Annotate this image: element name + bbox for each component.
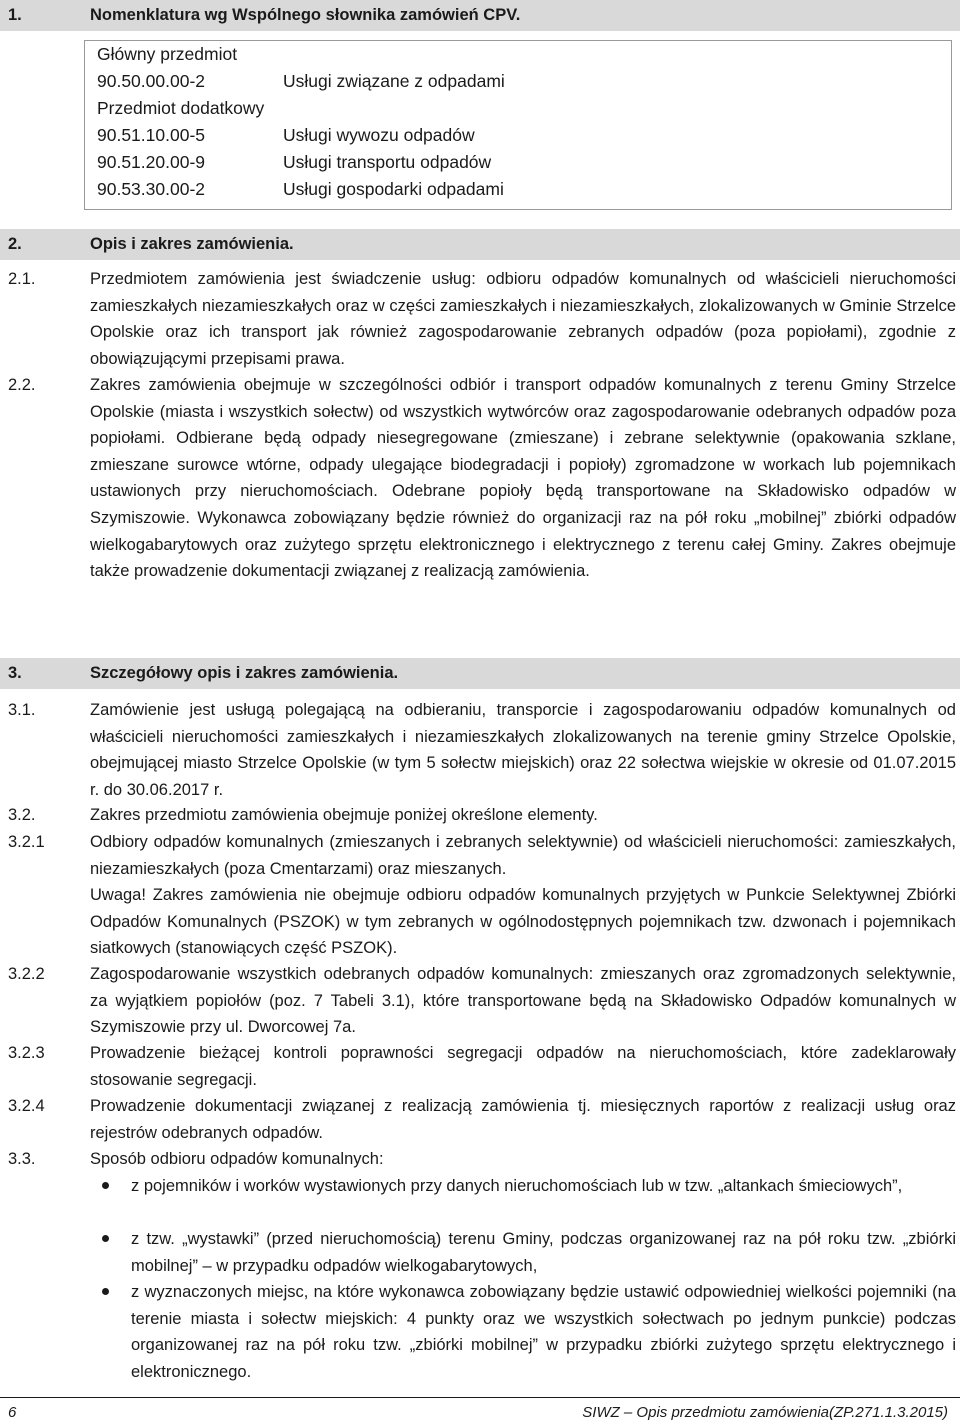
paragraph-text: Zamówienie jest usługą polegającą na odbieraniu, transporcie i zagospodarowaniu odpadów komunalnych od właścicieli nieruchomości zamieszkałych i niezamieszkałych zlokalizowanych na terenie gminy Strzelce Opolskie, obejmującej miasto Strzelce Opolskie (w tym 5 sołectw miejskich) oraz 22 sołectwa wiejskie w okresie od 01.07.2015 r. do 30.06.2017 r.: [90, 701, 956, 799]
paragraph-text: Zakres przedmiotu zamówienia obejmuje poniżej określone elementy.: [90, 806, 598, 824]
cpv-main-label-row: [85, 41, 951, 68]
cpv-code: 90.53.30.00-2: [97, 179, 206, 199]
cpv-row: [85, 68, 951, 95]
paragraph-number: 3.1.: [8, 701, 36, 719]
paragraph-number: 3.2.1: [8, 833, 45, 851]
section-title: Szczegółowy opis i zakres zamówienia.: [90, 664, 399, 682]
section-2-heading: [0, 229, 960, 260]
cpv-row: [85, 176, 951, 203]
section-3-heading: [0, 658, 960, 689]
paragraph-number: 3.3.: [8, 1150, 36, 1168]
paragraph-text: Zakres zamówienia obejmuje w szczególności odbiór i transport odpadów komunalnych z terenu Gminy Strzelce Opolskie (miasta i wszystkich sołectw) od wszystkich wytwórców oraz zagospodarowanie odebranych odpadów poza popiołami. Odbierane będą odpady niesegregowane (zmieszane) i zebrane selektywnie (opakowania szklane, zmieszane surowce wtórne, odpady ulegające biodegradacji i popioły) zgromadzone w workach lub pojemnikach ustawionych przy nieruchomościach. Odebrane popioły będą transportowane na Składowisko odpadów w Szymiszowie. Wykonawca zobowiązany będzie również do organizacji raz na pół roku „mobilnej” zbiórki odpadów wielkogabarytowych oraz zużytego sprzętu elektronicznego i elektrycznego z terenu całej Gminy. Zakres obejmuje także prowadzenie dokumentacji związanej z realizacją zamówienia.: [90, 376, 956, 581]
note-text: Uwaga! Zakres zamówienia nie obejmuje odbioru odpadów komunalnych przyjętych w Punkcie Selektywnej Zbiórki Odpadów Komunalnych (PSZOK) w tym zebranych w ogólnodostępnych pojemnikach tzw. dzwonach i pojemnikach siatkowych (stanowiących część PSZOK).: [90, 886, 956, 958]
cpv-extra-label-row: [85, 95, 951, 122]
paragraph-number: 3.2.3: [8, 1044, 45, 1062]
cpv-extra-label: Przedmiot dodatkowy: [97, 98, 265, 118]
cpv-row: [85, 149, 951, 176]
paragraph-number: 3.2.: [8, 806, 36, 824]
section-title: Opis i zakres zamówienia.: [90, 235, 294, 253]
cpv-description: Usługi gospodarki odpadami: [283, 179, 504, 199]
paragraph-text: Zagospodarowanie wszystkich odebranych odpadów komunalnych: zmieszanych oraz zgromadzonych selektywnie, za wyjątkiem popiołów (poz. 7 Tabeli 3.1), które transportowane będą na Składowisko Odpadów komunalnych w Szymiszowie przy ul. Dworcowej 7a.: [90, 965, 956, 1037]
footer-divider: [0, 1397, 960, 1398]
cpv-description: Usługi wywozu odpadów: [283, 125, 475, 145]
section-number: 3.: [8, 664, 22, 682]
bullet-text: z pojemników i worków wystawionych przy danych nieruchomościach lub w tzw. „altankach śmieciowych”,: [131, 1177, 903, 1195]
paragraph-number: 3.2.2: [8, 965, 45, 983]
bullet-icon: [102, 1288, 109, 1295]
cpv-description: Usługi związane z odpadami: [283, 71, 505, 91]
paragraph-text: Odbiory odpadów komunalnych (zmieszanych i zebranych selektywnie) od właścicieli nieruchomości: zamieszkałych, niezamieszkałych (poza Cmentarzami) oraz mieszanych.: [90, 833, 956, 878]
paragraph-number: 2.2.: [8, 376, 36, 394]
section-number: 2.: [8, 235, 22, 253]
paragraph-text: Przedmiotem zamówienia jest świadczenie usług: odbioru odpadów komunalnych od właścicieli nieruchomości zamieszkałych niezamieszkałych oraz w części zamieszkałych i niezamieszkałych, zlokalizowanych w Gminie Strzelce Opolskie oraz ich transport jak również zagospodarowanie zebranych odpadów (poza popiołami), zgodnie z obowiązującymi przepisami prawa.: [90, 270, 956, 368]
paragraph-number: 2.1.: [8, 270, 36, 288]
section-title: Nomenklatura wg Wspólnego słownika zamówień CPV.: [90, 6, 521, 24]
bullet-icon: [102, 1235, 109, 1242]
cpv-table: [84, 40, 952, 210]
paragraph-number: 3.2.4: [8, 1097, 45, 1115]
page-number: 6: [8, 1404, 17, 1421]
bullet-text: z wyznaczonych miejsc, na które wykonawca zobowiązany będzie ustawić odpowiedniej wielkości pojemniki (na terenie miasta i sołectw miejskich: 4 punkty oraz we wszystkich sołectwach po jednym punkcie) podczas organizowanej raz na pół roku tzw. „zbiórki mobilnej” w przypadku zbiórki zużytego sprzętu elektrycznego i elektronicznego.: [131, 1283, 956, 1381]
cpv-code: 90.51.10.00-5: [97, 125, 206, 145]
cpv-description: Usługi transportu odpadów: [283, 152, 492, 172]
cpv-main-label: Główny przedmiot: [97, 44, 238, 64]
paragraph-text: Prowadzenie dokumentacji związanej z realizacją zamówienia tj. miesięcznych raportów z realizacji usług oraz rejestrów odebranych odpadów.: [90, 1097, 956, 1142]
cpv-code: 90.50.00.00-2: [97, 71, 206, 91]
paragraph-text: Prowadzenie bieżącej kontroli poprawności segregacji odpadów na nieruchomościach, które zadeklarowały stosowanie segregacji.: [90, 1044, 956, 1089]
footer-document-title: SIWZ – Opis przedmiotu zamówienia(ZP.271.1.3.2015): [582, 1404, 948, 1421]
bullet-text: z tzw. „wystawki” (przed nieruchomością) terenu Gminy, podczas organizowanej raz na pół roku tzw. „zbiórki mobilnej” – w przypadku odpadów wielkogabarytowych,: [131, 1230, 956, 1275]
bullet-icon: [102, 1182, 109, 1189]
section-number: 1.: [8, 6, 22, 24]
cpv-row: [85, 122, 951, 149]
paragraph-text: Sposób odbioru odpadów komunalnych:: [90, 1150, 384, 1168]
section-1-heading: [0, 0, 960, 31]
cpv-code: 90.51.20.00-9: [97, 152, 206, 172]
